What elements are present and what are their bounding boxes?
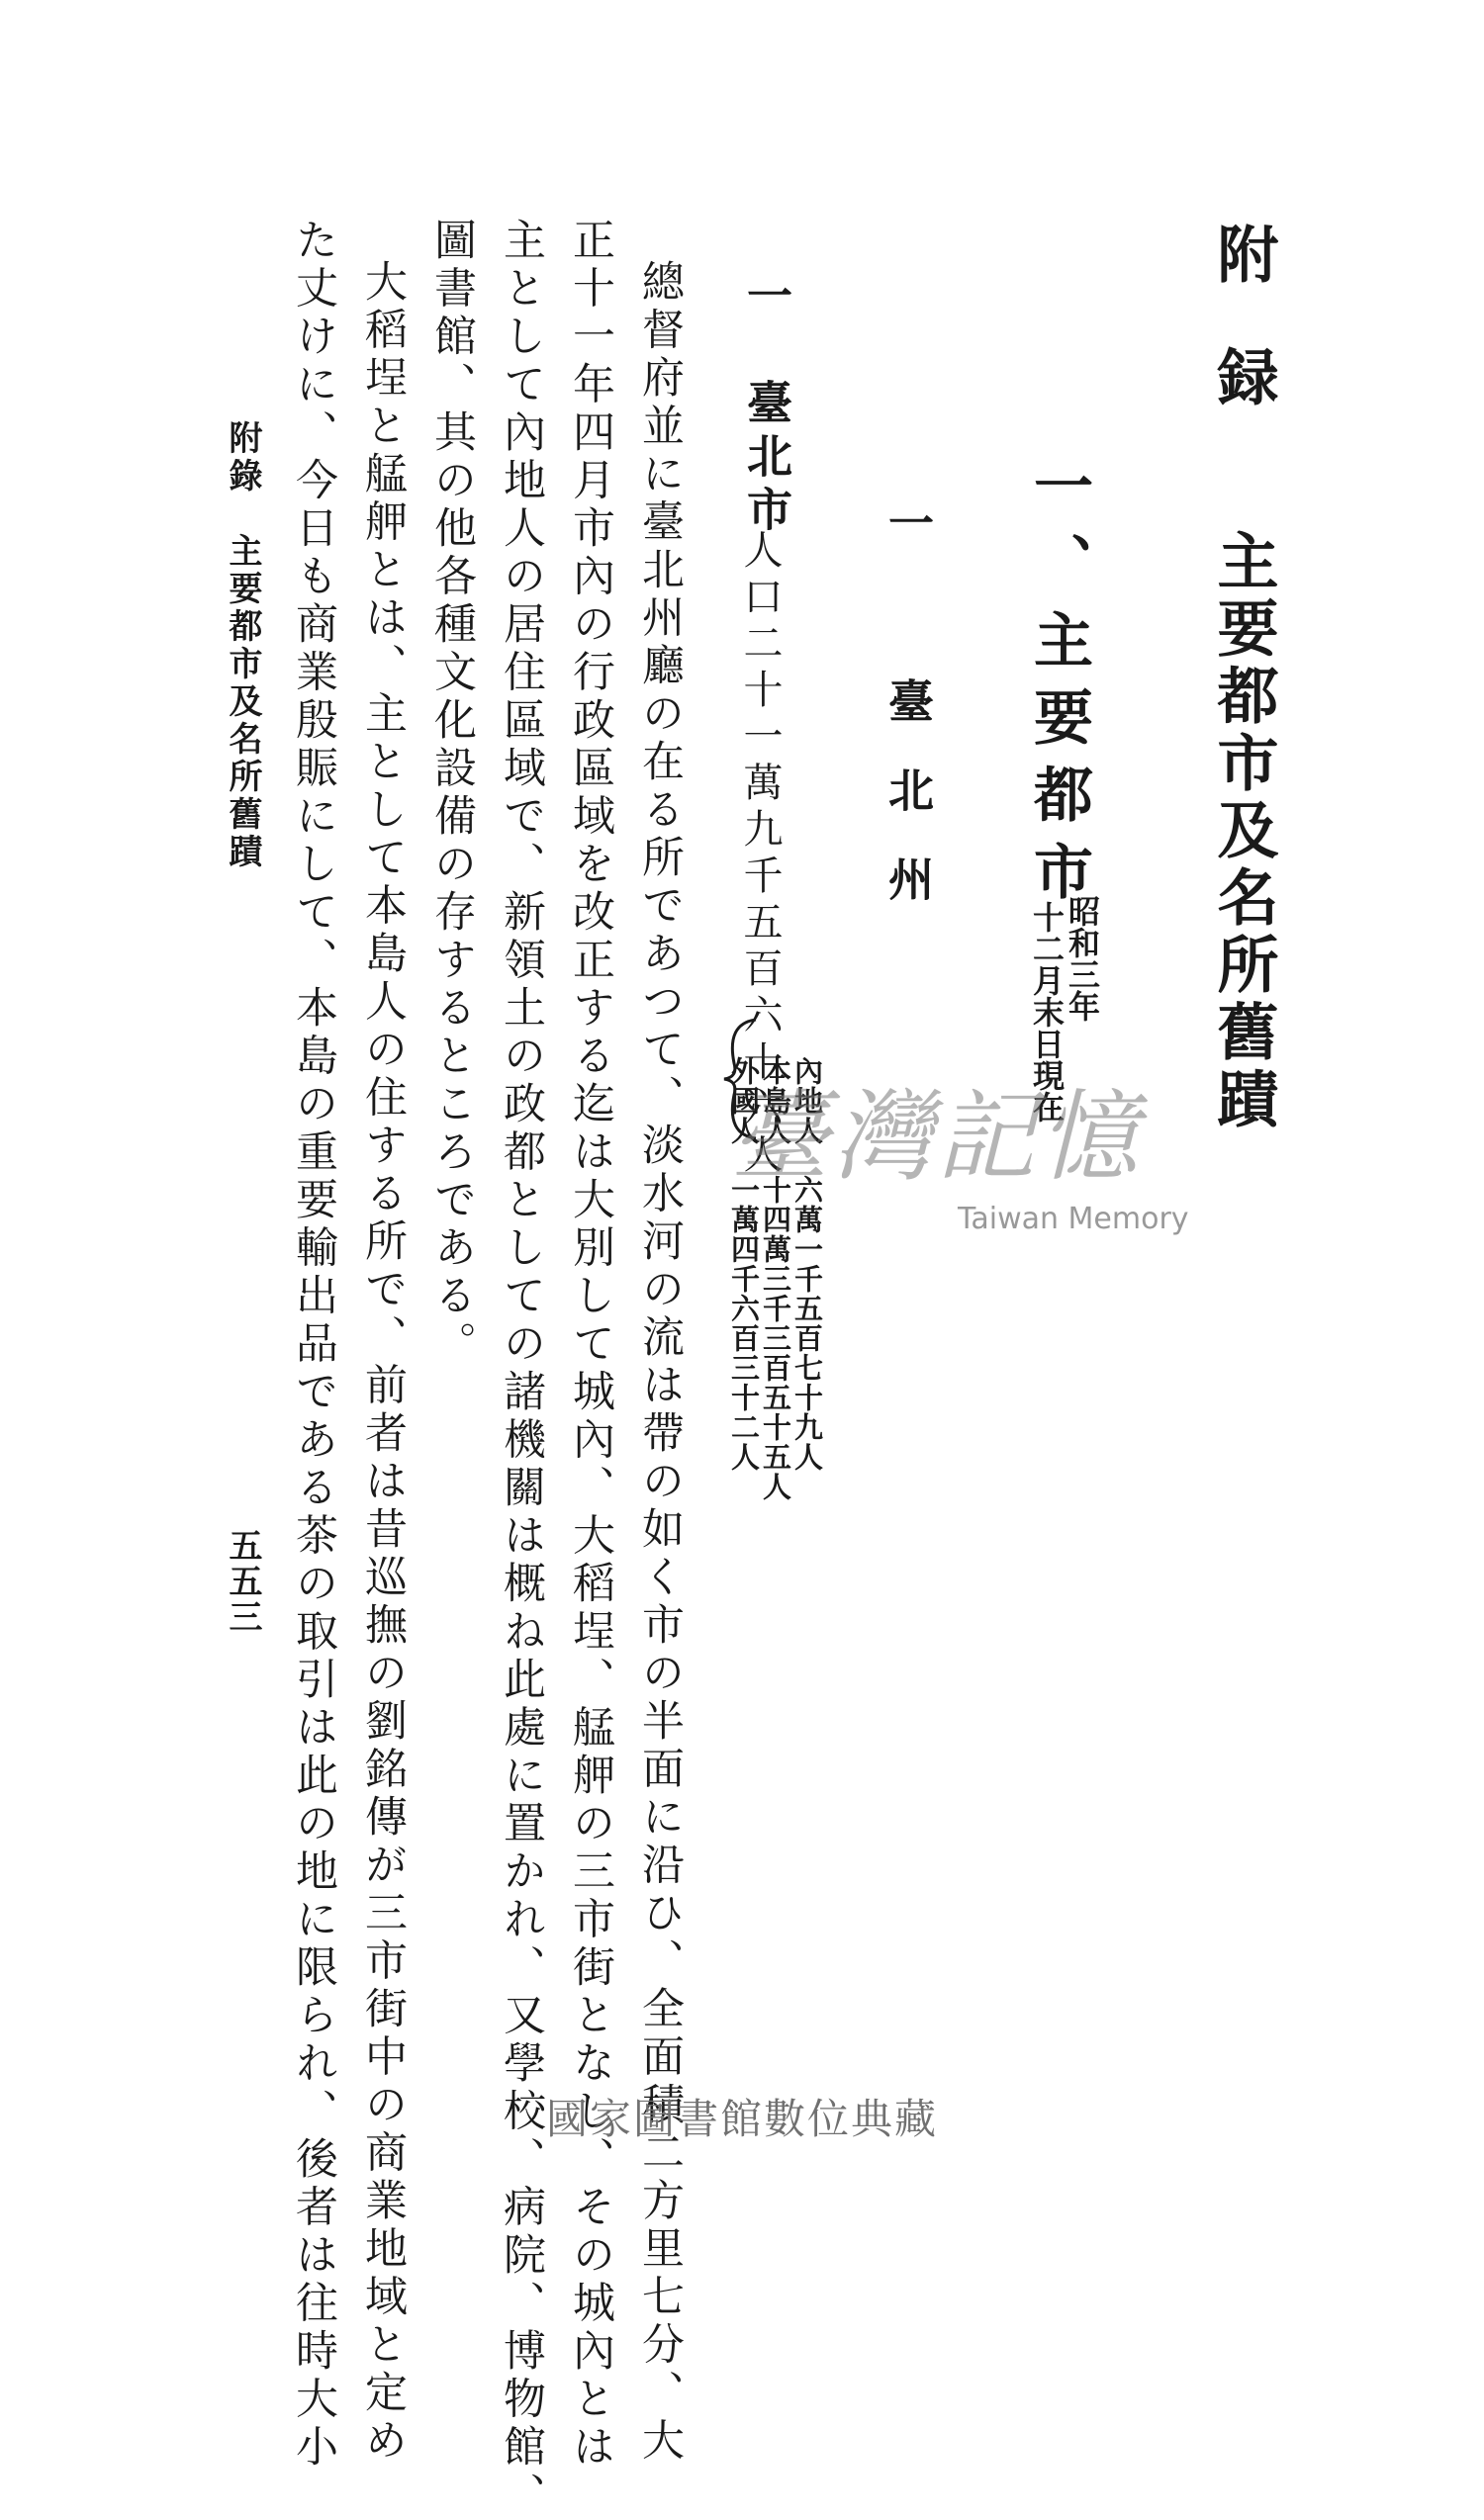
body-text-column: 正十一年四月市內の行政區域を改正する迄は大別して城內、大稻埕、艋舺の三市街となし、その城內とは	[566, 218, 615, 2473]
body-text-column: 主として內地人の居住區域で、新領土の政都としての諸機關は概ね此處に置かれ、又學校、病院、博物館、	[497, 218, 546, 2520]
section-heading: 一、主要都市	[1024, 455, 1093, 918]
population-breakdown-item: 本島人 十四萬三千三百五十五人	[759, 1056, 792, 1501]
main-title: 主要都市及名所舊蹟	[1207, 529, 1279, 1134]
body-text-column: 總督府並に臺北州廳の在る所であつて、淡水河の流は帶の如く市の半面に沿ひ、全面積二方里七分、大	[635, 259, 685, 2466]
city-heading: 一 臺北市	[740, 272, 793, 539]
page-number: 五五三	[223, 1528, 262, 1635]
source-caption: 國家圖書館數位典藏	[545, 2095, 938, 2143]
body-text-column: た丈けに、今日も商業殷賑にして、本島の重要輸出品である茶の取引は此の地に限られ、後者は往時大小	[289, 218, 338, 2473]
appendix-label: 附録	[1207, 223, 1279, 468]
watermark-english: Taiwan Memory	[958, 1202, 1189, 1236]
population-total: 人口二十一萬九千五百六十六人	[737, 529, 783, 1180]
watermark-logo: 臺灣記憶	[730, 1079, 1142, 1195]
section-note-line: 十二月末日現在	[1028, 901, 1066, 1123]
section-date-note	[1009, 895, 1101, 1123]
population-breakdown	[712, 1056, 824, 1501]
body-text-column: 大稻埕と艋舺とは、主として本島人の住する所で、前者は昔巡撫の劉銘傳が三市街中の商業地域と定め	[358, 259, 408, 2466]
running-footer-title: 附錄 主要都市及名所舊蹟	[223, 420, 262, 871]
body-text-column: 圖書館、其の他各種文化設備の存するところである。	[427, 218, 477, 1369]
section-note-line: 昭和三年	[1064, 895, 1101, 1022]
population-breakdown-item: 內地人 六萬一千五百七十九人	[790, 1056, 824, 1472]
population-breakdown-item: 外國人 一萬四千六百三十二人	[727, 1056, 761, 1472]
prefecture-heading: 一 臺北州	[881, 499, 935, 945]
